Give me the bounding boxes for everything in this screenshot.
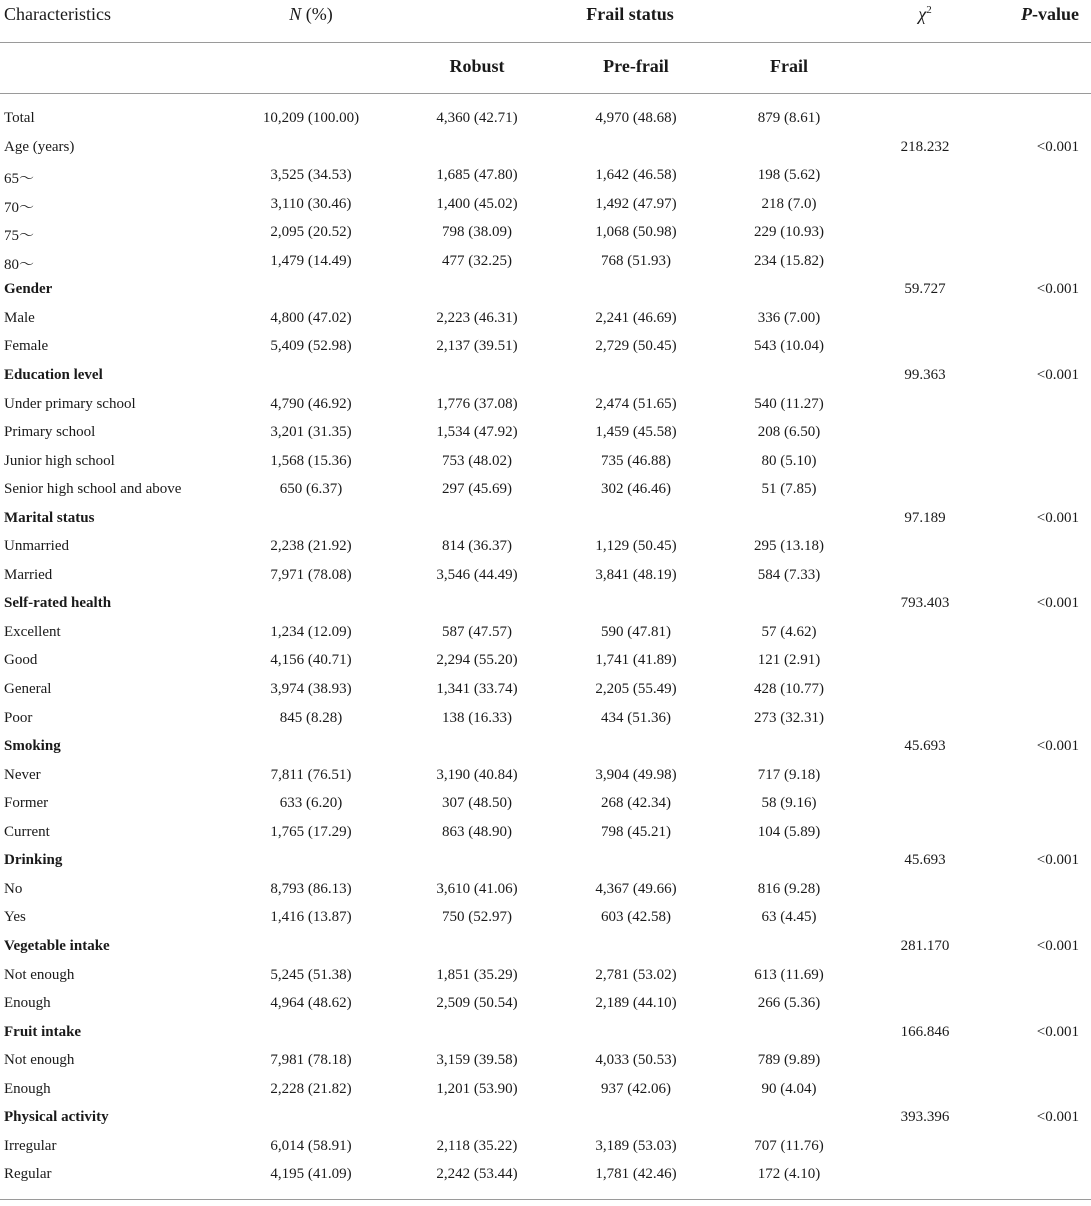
cell-frail: 543 (10.04) bbox=[754, 338, 824, 355]
table-section-row bbox=[0, 732, 1091, 761]
cell-frail: 90 (4.04) bbox=[761, 1080, 817, 1097]
cell-chi-square: 45.693 bbox=[904, 738, 946, 755]
table-row bbox=[0, 875, 1091, 904]
table-row bbox=[0, 903, 1091, 932]
cell-characteristic: Unmarried bbox=[4, 538, 69, 555]
cell-p-value: <0.001 bbox=[1036, 1023, 1079, 1040]
table-row bbox=[0, 646, 1091, 675]
cell-prefrail: 3,189 (53.03) bbox=[595, 1137, 677, 1154]
cell-robust: 2,223 (46.31) bbox=[436, 309, 518, 326]
cell-frail: 428 (10.77) bbox=[754, 681, 824, 697]
table-row bbox=[0, 418, 1091, 447]
table-row bbox=[0, 161, 1091, 190]
cell-frail: 717 (9.18) bbox=[757, 766, 821, 783]
table-row bbox=[0, 561, 1091, 590]
cell-frail: 208 (6.50) bbox=[757, 424, 821, 441]
cell-robust: 2,294 (55.20) bbox=[436, 652, 518, 669]
cell-prefrail: 4,033 (50.53) bbox=[595, 1052, 677, 1069]
cell-robust: 1,851 (35.29) bbox=[436, 966, 518, 983]
cell-frail: 816 (9.28) bbox=[757, 880, 821, 897]
cell-characteristic: Under primary school bbox=[4, 395, 136, 412]
cell-prefrail: 2,474 (51.65) bbox=[595, 395, 677, 412]
cell-characteristic: 75～ bbox=[4, 228, 35, 245]
cell-characteristic: Not enough bbox=[4, 1052, 75, 1069]
cell-n: 10,209 (100.00) bbox=[262, 110, 360, 126]
cell-characteristic: Current bbox=[4, 823, 50, 840]
header-n-percent bbox=[289, 4, 333, 25]
cell-prefrail: 590 (47.81) bbox=[601, 623, 671, 640]
cell-n: 2,095 (20.52) bbox=[270, 224, 352, 241]
cell-frail: 121 (2.91) bbox=[757, 652, 821, 669]
header-chi-sup: 2 bbox=[926, 4, 932, 16]
cell-robust: 1,341 (33.74) bbox=[436, 681, 518, 697]
cell-p-value: <0.001 bbox=[1036, 738, 1079, 755]
cell-chi-square: 99.363 bbox=[904, 366, 946, 383]
cell-robust: 4,360 (42.71) bbox=[436, 110, 518, 126]
table-row bbox=[0, 304, 1091, 333]
cell-prefrail: 2,781 (53.02) bbox=[595, 966, 677, 983]
cell-n: 845 (8.28) bbox=[279, 709, 343, 726]
cell-prefrail: 1,741 (41.89) bbox=[595, 652, 677, 669]
cell-prefrail: 1,068 (50.98) bbox=[595, 224, 677, 241]
table-row bbox=[0, 475, 1091, 504]
cell-prefrail: 268 (42.34) bbox=[601, 795, 671, 812]
table-section-row bbox=[0, 1018, 1091, 1047]
cell-characteristic: Total bbox=[4, 110, 35, 126]
cell-characteristic: Male bbox=[4, 309, 35, 326]
cell-characteristic: Poor bbox=[4, 709, 33, 726]
cell-characteristic: Physical activity bbox=[4, 1109, 109, 1126]
cell-characteristic: Senior high school and above bbox=[4, 481, 182, 498]
cell-n: 4,156 (40.71) bbox=[270, 652, 352, 669]
cell-robust: 3,546 (44.49) bbox=[436, 566, 518, 583]
cell-characteristic: Education level bbox=[4, 366, 103, 383]
table-row bbox=[0, 1075, 1091, 1104]
cell-frail: 51 (7.85) bbox=[761, 481, 817, 498]
cell-robust: 2,137 (39.51) bbox=[436, 338, 518, 355]
cell-frail: 584 (7.33) bbox=[757, 566, 821, 583]
cell-n: 1,568 (15.36) bbox=[270, 452, 352, 469]
table-section-row bbox=[0, 1103, 1091, 1132]
cell-characteristic: Irregular bbox=[4, 1137, 57, 1154]
cell-prefrail: 768 (51.93) bbox=[601, 252, 671, 269]
cell-characteristic: Primary school bbox=[4, 424, 96, 441]
header-n-italic: N bbox=[289, 4, 302, 24]
cell-characteristic: Not enough bbox=[4, 966, 75, 983]
cell-frail: 273 (32.31) bbox=[754, 709, 824, 726]
cell-characteristic: Good bbox=[4, 652, 38, 669]
header-prefrail: Pre-frail bbox=[603, 56, 669, 76]
cell-prefrail: 603 (42.58) bbox=[601, 909, 671, 926]
cell-robust: 1,776 (37.08) bbox=[436, 395, 518, 412]
table-row bbox=[0, 104, 1091, 133]
cell-chi-square: 281.170 bbox=[900, 937, 950, 954]
cell-prefrail: 4,970 (48.68) bbox=[595, 110, 677, 126]
cell-characteristic: 80～ bbox=[4, 256, 35, 273]
table-row bbox=[0, 1046, 1091, 1075]
cell-frail: 104 (5.89) bbox=[757, 823, 821, 840]
cell-n: 650 (6.37) bbox=[279, 481, 343, 498]
table-row bbox=[0, 761, 1091, 790]
cell-chi-square: 166.846 bbox=[900, 1023, 950, 1040]
cell-characteristic: 65～ bbox=[4, 171, 35, 188]
cell-frail: 57 (4.62) bbox=[761, 623, 817, 640]
table-row bbox=[0, 332, 1091, 361]
cell-n: 5,245 (51.38) bbox=[270, 966, 352, 983]
cell-characteristic: Never bbox=[4, 766, 41, 783]
cell-chi-square: 97.189 bbox=[904, 509, 946, 526]
cell-characteristic: Excellent bbox=[4, 623, 61, 640]
header-p-italic: P bbox=[1021, 4, 1032, 24]
cell-robust: 477 (32.25) bbox=[442, 252, 512, 269]
cell-prefrail: 302 (46.46) bbox=[601, 481, 671, 498]
cell-robust: 3,190 (40.84) bbox=[436, 766, 518, 783]
cell-characteristic: Regular bbox=[4, 1166, 52, 1183]
table-row bbox=[0, 133, 1091, 162]
cell-prefrail: 798 (45.21) bbox=[601, 823, 671, 840]
cell-frail: 229 (10.93) bbox=[754, 224, 824, 241]
header-characteristics: Characteristics bbox=[4, 4, 111, 24]
cell-prefrail: 2,189 (44.10) bbox=[595, 995, 677, 1012]
table-row bbox=[0, 618, 1091, 647]
cell-p-value: <0.001 bbox=[1036, 366, 1079, 383]
cell-prefrail: 3,904 (49.98) bbox=[595, 766, 677, 783]
cell-characteristic: No bbox=[4, 880, 23, 897]
cell-frail: 266 (5.36) bbox=[757, 995, 821, 1012]
cell-characteristic: Smoking bbox=[4, 738, 61, 755]
cell-robust: 2,242 (53.44) bbox=[436, 1166, 518, 1183]
cell-prefrail: 1,492 (47.97) bbox=[595, 195, 677, 212]
header-chi-square bbox=[918, 4, 931, 25]
cell-robust: 863 (48.90) bbox=[442, 823, 512, 840]
table-row bbox=[0, 218, 1091, 247]
cell-robust: 1,685 (47.80) bbox=[436, 167, 518, 184]
header-frail: Frail bbox=[770, 56, 808, 76]
cell-frail: 80 (5.10) bbox=[761, 452, 817, 469]
cell-robust: 297 (45.69) bbox=[442, 481, 512, 498]
cell-robust: 753 (48.02) bbox=[442, 452, 512, 469]
cell-n: 7,971 (78.08) bbox=[270, 566, 352, 583]
table-row bbox=[0, 818, 1091, 847]
cell-frail: 198 (5.62) bbox=[757, 167, 821, 184]
cell-robust: 3,159 (39.58) bbox=[436, 1052, 518, 1069]
cell-n: 1,479 (14.49) bbox=[270, 252, 352, 269]
cell-prefrail: 4,367 (49.66) bbox=[595, 880, 677, 897]
cell-frail: 218 (7.0) bbox=[761, 195, 817, 212]
cell-frail: 234 (15.82) bbox=[754, 252, 824, 269]
cell-characteristic: Former bbox=[4, 795, 49, 812]
header-frail-status: Frail status bbox=[586, 4, 674, 24]
cell-characteristic: Drinking bbox=[4, 852, 63, 869]
cell-robust: 587 (47.57) bbox=[442, 623, 512, 640]
cell-p-value: <0.001 bbox=[1036, 937, 1079, 954]
cell-frail: 63 (4.45) bbox=[761, 909, 817, 926]
cell-frail: 172 (4.10) bbox=[757, 1166, 821, 1183]
cell-prefrail: 1,642 (46.58) bbox=[595, 167, 677, 184]
cell-characteristic: Age (years) bbox=[4, 138, 75, 155]
cell-prefrail: 1,781 (42.46) bbox=[595, 1166, 677, 1183]
table-row bbox=[0, 675, 1091, 704]
cell-characteristic: Married bbox=[4, 566, 53, 583]
table-row bbox=[0, 704, 1091, 733]
cell-robust: 1,400 (45.02) bbox=[436, 195, 518, 212]
cell-prefrail: 1,459 (45.58) bbox=[595, 424, 677, 441]
cell-p-value: <0.001 bbox=[1036, 1109, 1079, 1126]
cell-prefrail: 1,129 (50.45) bbox=[595, 538, 677, 555]
cell-n: 1,765 (17.29) bbox=[270, 823, 352, 840]
cell-characteristic: Enough bbox=[4, 995, 51, 1012]
table-row bbox=[0, 989, 1091, 1018]
header-robust: Robust bbox=[449, 56, 505, 76]
cell-frail: 879 (8.61) bbox=[757, 110, 821, 126]
cell-n: 2,238 (21.92) bbox=[270, 538, 352, 555]
cell-n: 633 (6.20) bbox=[279, 795, 343, 812]
cell-robust: 798 (38.09) bbox=[442, 224, 512, 241]
table-row bbox=[0, 247, 1091, 276]
cell-n: 7,811 (76.51) bbox=[270, 766, 352, 783]
cell-prefrail: 3,841 (48.19) bbox=[595, 566, 677, 583]
cell-frail: 540 (11.27) bbox=[754, 395, 824, 412]
cell-robust: 814 (36.37) bbox=[442, 538, 512, 555]
cell-n: 3,974 (38.93) bbox=[270, 681, 352, 697]
cell-chi-square: 393.396 bbox=[900, 1109, 950, 1126]
table-section-row bbox=[0, 504, 1091, 533]
cell-prefrail: 434 (51.36) bbox=[601, 709, 671, 726]
table-bottom-rule bbox=[0, 1199, 1091, 1200]
cell-robust: 1,201 (53.90) bbox=[436, 1080, 518, 1097]
cell-n: 4,964 (48.62) bbox=[270, 995, 352, 1012]
table-row bbox=[0, 1132, 1091, 1161]
cell-robust: 2,118 (35.22) bbox=[436, 1137, 518, 1154]
cell-p-value: <0.001 bbox=[1036, 281, 1079, 298]
cell-characteristic: Self-rated health bbox=[4, 595, 112, 612]
table-section-row bbox=[0, 846, 1091, 875]
cell-prefrail: 2,205 (55.49) bbox=[595, 681, 677, 697]
table-row bbox=[0, 1160, 1091, 1189]
header-divider-bottom bbox=[0, 93, 1091, 94]
cell-robust: 750 (52.97) bbox=[442, 909, 512, 926]
cell-frail: 336 (7.00) bbox=[757, 309, 821, 326]
cell-chi-square: 45.693 bbox=[904, 852, 946, 869]
cell-n: 4,790 (46.92) bbox=[270, 395, 352, 412]
cell-p-value: <0.001 bbox=[1036, 509, 1079, 526]
cell-robust: 2,509 (50.54) bbox=[436, 995, 518, 1012]
cell-chi-square: 218.232 bbox=[900, 138, 950, 155]
cell-frail: 789 (9.89) bbox=[757, 1052, 821, 1069]
cell-frail: 707 (11.76) bbox=[754, 1137, 824, 1154]
header-chi: χ bbox=[918, 4, 927, 24]
table-section-row bbox=[0, 589, 1091, 618]
cell-n: 4,195 (41.09) bbox=[270, 1166, 352, 1183]
cell-robust: 3,610 (41.06) bbox=[436, 880, 518, 897]
table-section-row bbox=[0, 932, 1091, 961]
table-row bbox=[0, 532, 1091, 561]
cell-p-value: <0.001 bbox=[1036, 138, 1079, 155]
cell-n: 8,793 (86.13) bbox=[270, 880, 352, 897]
cell-frail: 58 (9.16) bbox=[761, 795, 817, 812]
header-n-pct: (%) bbox=[301, 4, 333, 24]
table-row bbox=[0, 447, 1091, 476]
cell-robust: 1,534 (47.92) bbox=[436, 424, 518, 441]
cell-frail: 295 (13.18) bbox=[754, 538, 824, 555]
cell-n: 3,110 (30.46) bbox=[270, 195, 352, 212]
table-row bbox=[0, 190, 1091, 219]
cell-characteristic: Gender bbox=[4, 281, 53, 298]
table-row bbox=[0, 789, 1091, 818]
cell-chi-square: 59.727 bbox=[904, 281, 946, 298]
cell-prefrail: 2,729 (50.45) bbox=[595, 338, 677, 355]
cell-n: 4,800 (47.02) bbox=[270, 309, 352, 326]
cell-frail: 613 (11.69) bbox=[754, 966, 824, 983]
cell-characteristic: Junior high school bbox=[4, 452, 115, 469]
cell-p-value: <0.001 bbox=[1036, 595, 1079, 612]
cell-prefrail: 735 (46.88) bbox=[601, 452, 671, 469]
header-p-rest: -value bbox=[1032, 4, 1079, 24]
cell-chi-square: 793.403 bbox=[900, 595, 950, 612]
cell-n: 1,416 (13.87) bbox=[270, 909, 352, 926]
table-row bbox=[0, 390, 1091, 419]
cell-prefrail: 2,241 (46.69) bbox=[595, 309, 677, 326]
cell-characteristic: Marital status bbox=[4, 509, 95, 526]
cell-n: 5,409 (52.98) bbox=[270, 338, 352, 355]
cell-prefrail: 937 (42.06) bbox=[601, 1080, 671, 1097]
cell-characteristic: Enough bbox=[4, 1080, 51, 1097]
cell-n: 6,014 (58.91) bbox=[270, 1137, 352, 1154]
cell-robust: 138 (16.33) bbox=[442, 709, 512, 726]
table-section-row bbox=[0, 361, 1091, 390]
cell-characteristic: Female bbox=[4, 338, 49, 355]
cell-n: 3,525 (34.53) bbox=[270, 167, 352, 184]
header-p-value bbox=[1021, 4, 1079, 25]
cell-n: 2,228 (21.82) bbox=[270, 1080, 352, 1097]
cell-characteristic: Yes bbox=[4, 909, 26, 926]
table-row bbox=[0, 961, 1091, 990]
cell-n: 3,201 (31.35) bbox=[270, 424, 352, 441]
cell-n: 7,981 (78.18) bbox=[270, 1052, 352, 1069]
table-section-row bbox=[0, 275, 1091, 304]
cell-p-value: <0.001 bbox=[1036, 852, 1079, 869]
cell-n: 1,234 (12.09) bbox=[270, 623, 352, 640]
cell-characteristic: Vegetable intake bbox=[4, 937, 110, 954]
cell-robust: 307 (48.50) bbox=[442, 795, 512, 812]
header-divider-top bbox=[0, 42, 1091, 43]
cell-characteristic: Fruit intake bbox=[4, 1023, 82, 1040]
cell-characteristic: General bbox=[4, 681, 52, 697]
cell-characteristic: 70～ bbox=[4, 199, 35, 216]
